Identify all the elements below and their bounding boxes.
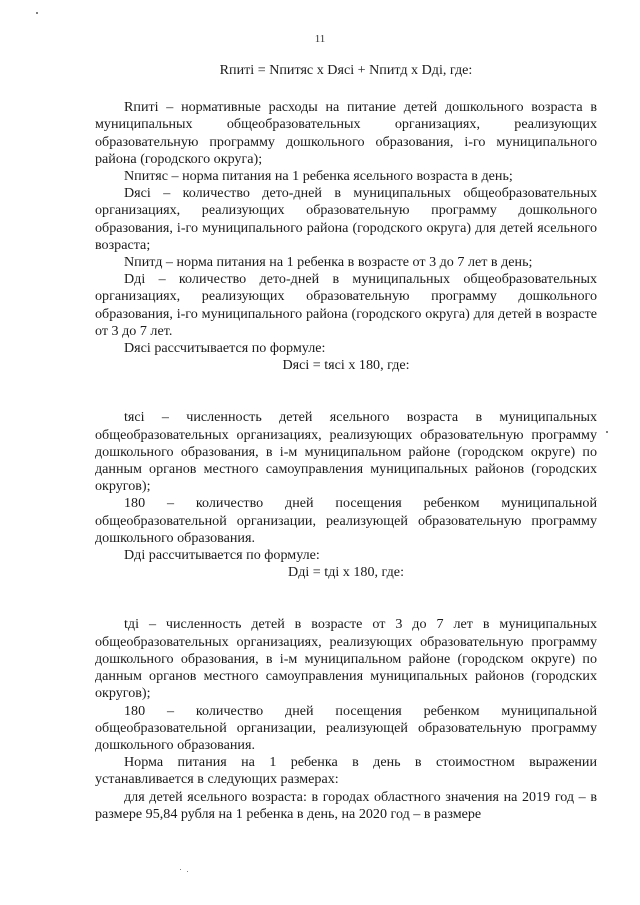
- document-body: [95, 62, 597, 823]
- paragraph-dyas-calc-intro: Dясі рассчитывается по формуле:: [124, 340, 326, 357]
- paragraph-rpit-definition: Rпиті – нормативные расходы на питание детей дошкольного возраста в муниципальных общеобразовательных организациях, реализующих образовательную программу дошкольного образования, і-го муниципального района (городского округа);: [95, 99, 597, 167]
- scan-speck: [606, 431, 608, 433]
- formula-main: Rпиті = Nпитяс х Dясі + Nпитд х Dді, где:: [219, 62, 473, 78]
- paragraph-180-definition-2: 180 – количество дней посещения ребенком муниципальной общеобразовательной организации, реализующей образовательную программу дошкольного образования.: [95, 702, 597, 753]
- paragraph-npityas-definition: Nпитяс – норма питания на 1 ребенка ясельного возраста в день;: [124, 168, 513, 185]
- paragraph-npitd-definition: Nпитд – норма питания на 1 ребенка в возрасте от 3 до 7 лет в день;: [124, 254, 533, 271]
- scan-speck: [180, 869, 181, 870]
- paragraph-norm-nursery: для детей ясельного возраста: в городах областного значения на 2019 год – в размере 95,84 рубля на 1 ребенка в день, на 2020 год – в размере: [95, 788, 597, 822]
- paragraph-tyas-definition: tясі – численность детей ясельного возраста в муниципальных общеобразовательных организациях, реализующих образовательную программу дошкольного образования, в і-м муниципальном районе (городском округе) по данным органов местного самоуправления муниципальных районов (городских округов);: [95, 409, 597, 495]
- paragraph-dyas-definition: Dясі – количество дето-дней в муниципальных общеобразовательных организациях, реализующих образовательную программу дошкольного образования, і-го муниципального района (городского округа) для детей ясельного возраста;: [95, 185, 597, 253]
- paragraph-180-definition-1: 180 – количество дней посещения ребенком муниципальной общеобразовательной организации, реализующей образовательную программу дошкольного образования.: [95, 495, 597, 546]
- formula-dyas: Dясі = tясі х 180, где:: [282, 357, 410, 374]
- page-number: 11: [314, 33, 326, 45]
- scan-speck: [187, 871, 188, 872]
- formula-dd: Dді = tді х 180, где:: [288, 564, 404, 581]
- scan-speck: [36, 12, 38, 14]
- paragraph-dd-calc-intro: Dді рассчитывается по формуле:: [124, 547, 320, 564]
- paragraph-norm-intro: Норма питания на 1 ребенка в день в стоимостном выражении устанавливается в следующих размерах:: [95, 754, 597, 788]
- paragraph-dd-definition: Dді – количество дето-дней в муниципальных общеобразовательных организациях, реализующих образовательную программу дошкольного образования, і-го муниципального района (городского округа) для детей в возрасте от 3 до 7 лет.: [95, 271, 597, 339]
- paragraph-td-definition: tді – численность детей в возрасте от 3 до 7 лет в муниципальных общеобразовательных организациях, реализующих образовательную программу дошкольного образования, в і-м муниципальном районе (городском округе) по данным органов местного самоуправления муниципальных районов (городских округов);: [95, 616, 597, 702]
